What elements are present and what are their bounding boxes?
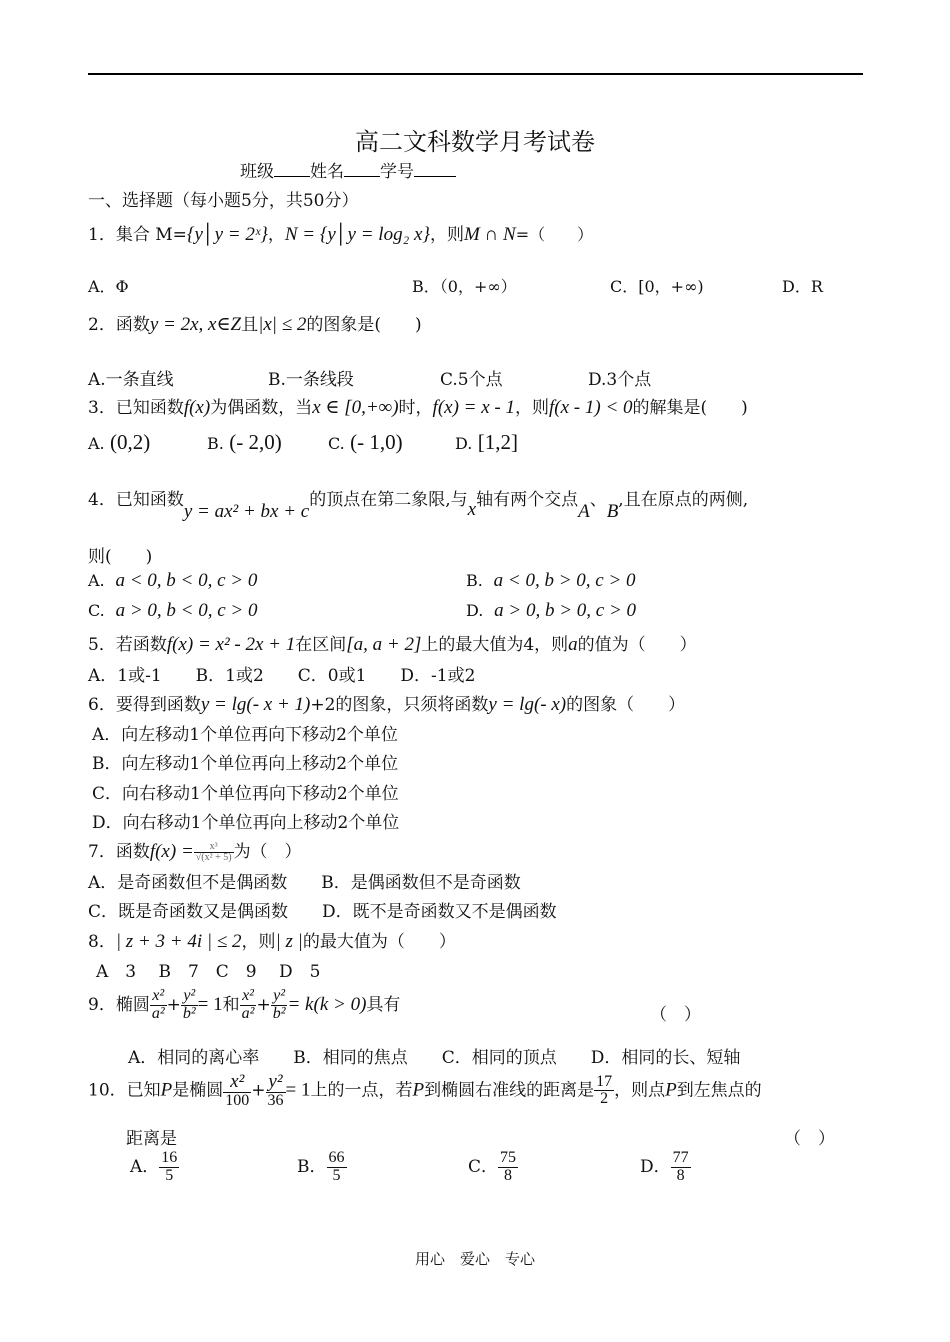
q1-stem: 1．集合 M= <box>88 225 187 245</box>
question-8: 8．| z + 3 + 4i | ≤ 2，则| z |的最大值为（ ） <box>88 931 456 952</box>
q10-stem-g: 距离是 <box>126 1129 177 1149</box>
q6-option-b: B．向左移动1个单位再向上移动2个单位 <box>92 754 399 774</box>
q3-option-c: C. (- 1,0) <box>328 430 403 454</box>
top-rule <box>88 73 863 75</box>
number-blank <box>414 162 456 177</box>
class-blank <box>274 162 310 177</box>
student-info-line <box>240 157 456 182</box>
q1-set-m: {y│y = 2ˣ} <box>186 224 268 245</box>
page-title: 高二文科数学月考试卷 <box>355 128 595 156</box>
q6-option-a: A．向左移动1个单位再向下移动2个单位 <box>92 725 398 745</box>
q10-answer-paren: （ ） <box>784 1129 835 1149</box>
question-2 <box>88 310 422 336</box>
q3-stem-c: 时， <box>398 398 433 418</box>
q2-option-d: D.3个点 <box>588 370 652 390</box>
q5-options: A．1或-1 B．1或2 C．0或1 D．-1或2 <box>88 666 476 686</box>
page-footer: 用心 爱心 专心 <box>414 1250 535 1268</box>
question-6: 6．要得到函数y = lg(- x + 1)+2的图象，只须将函数y = lg(- x)的图象（ ） <box>88 694 686 715</box>
q1-sep: ， <box>267 225 285 245</box>
q4-stem-e: 则( ) <box>88 547 153 567</box>
q9-answer-paren: （ ） <box>650 1005 701 1025</box>
q1-expr: M ∩ N <box>463 224 516 245</box>
q4-option-c: C. a > 0, b < 0, c > 0 <box>88 600 258 621</box>
q2-stem: 2．函数 <box>88 315 150 335</box>
q4-stem-c: 轴有两个交点 <box>476 490 579 510</box>
q10-option-b: B． $\frac{66}{5}$ <box>297 1149 345 1184</box>
q6-expr1: y = lg(- x + 1) <box>200 694 311 715</box>
q5-interval: [a, a + 2] <box>346 634 422 655</box>
q2-cond: |x| ≤ 2 <box>258 314 307 335</box>
q1-option-c: C．[0，+∞) <box>610 277 704 296</box>
q3-ineq: f(x - 1) < 0 <box>549 397 633 418</box>
q3-stem: 3．已知函数 <box>88 398 184 418</box>
q3-fx: f(x) <box>183 397 211 418</box>
q3-tail: 的解集是( ) <box>632 398 748 418</box>
q4-stem: 4．已知函数 <box>88 490 184 510</box>
q1-option-a: A．Φ <box>88 277 129 296</box>
q4-option-d: D. a > 0, b > 0, c > 0 <box>466 600 637 621</box>
q10-option-d: D． $\frac{77}{8}$ <box>640 1149 689 1184</box>
q6-option-d: D．向右移动1个单位再向上移动2个单位 <box>92 813 400 833</box>
q7-fx: f(x) = <box>149 841 194 862</box>
q8-options: A 3 B 7 C 9 D 5 <box>96 962 321 982</box>
question-10: 10．已知P是椭圆 $\frac{\text{x²}}{100}$ + $\frac{\text{y²}}{36}$ = 1上的一点，若P到椭圆右准线的距离是 $\frac{17}{2}$ ，则点P到左焦点的 <box>88 1071 762 1109</box>
q3-def: f(x) = x - 1 <box>432 397 515 418</box>
q1-option-b: B．（0，+∞） <box>412 277 517 296</box>
q2-expr: y = 2x, x∈Z <box>149 314 242 335</box>
q4-stem-d: ,且在原点的两侧, <box>618 490 749 510</box>
section-heading: 一、选择题（每小题5分，共50分） <box>88 191 359 211</box>
q3-option-b: B. (- 2,0) <box>207 430 282 454</box>
q2-mid: 且 <box>241 315 259 335</box>
q4-option-a: A. a < 0, b < 0, c > 0 <box>88 570 258 591</box>
name-label: 姓名 <box>310 162 344 182</box>
q7-options-cd: C．既是奇函数又是偶函数 D．既不是奇函数又不是偶函数 <box>88 902 557 922</box>
q2-option-c: C.5个点 <box>440 370 503 390</box>
question-1 <box>88 220 593 246</box>
question-5: 5．若函数f(x) = x² - 2x + 1在区间[a, a + 2]上的最大值为4，则a的值为（ ） <box>88 634 697 655</box>
q2-tail: 的图象是( ) <box>306 315 422 335</box>
q1-stem-b: ，则 <box>429 225 464 245</box>
q9-options: A．相同的离心率 B．相同的焦点 C．相同的顶点 D．相同的长、短轴 <box>128 1048 741 1068</box>
q3-stem-b: 为偶函数，当 <box>210 398 313 418</box>
class-label: 班级 <box>240 162 274 182</box>
q4-stem-b: 的顶点在第二象限,与 <box>309 490 468 510</box>
q2-option-b: B.一条线段 <box>268 370 354 390</box>
q3-option-a: A. (0,2) <box>88 430 151 454</box>
q6-expr2: y = lg(- x) <box>488 694 567 715</box>
q1-tail: =（ ） <box>515 225 594 244</box>
q4-option-b: B. a < 0, b > 0, c > 0 <box>466 570 636 591</box>
q2-option-a: A.一条直线 <box>88 370 174 390</box>
q8-expr: | z + 3 + 4i | ≤ 2 <box>115 931 242 952</box>
question-3 <box>88 393 748 419</box>
q1-set-n: N = {y│y = log₂ x} <box>284 224 430 245</box>
q7-options-ab: A．是奇函数但不是偶函数 B．是偶函数但不是奇函数 <box>88 873 521 893</box>
q6-option-c: C．向右移动1个单位再向下移动2个单位 <box>92 784 399 804</box>
q3-cond: x ∈ [0,+∞) <box>312 397 399 418</box>
question-4: 4．已知函数y = ax² + bx + c的顶点在第二象限,与x轴有两个交点A、B,且在原点的两侧, <box>88 490 749 522</box>
q5-expr: f(x) = x² - 2x + 1 <box>166 634 296 655</box>
q3-stem-d: ，则 <box>515 398 549 418</box>
q10-option-a: A． $\frac{16}{5}$ <box>130 1149 178 1184</box>
number-label: 学号 <box>380 162 414 182</box>
q3-option-d: D. [1,2] <box>455 430 518 454</box>
name-blank <box>344 162 380 177</box>
question-7: 7．函数f(x) = $\frac{\text{x³}}{\text{√(x² + 5)}}$ 为（ ） <box>88 840 302 863</box>
question-9: 9．椭圆 $\frac{\text{x²}}{\text{a²}}$ + $\frac{\text{y²}}{\text{b²}}$ = 1和 $\frac{\text{x²}}{\text{a²}}$ + $\frac{\text{y²}}{\text{b²}}$ = k(k > 0)具有 <box>88 987 401 1022</box>
q10-option-c: C． $\frac{75}{8}$ <box>468 1149 517 1184</box>
q1-option-d: D．R <box>782 277 823 296</box>
q4-expr: y = ax² + bx + c <box>183 501 310 522</box>
q7-fraction: $\frac{\text{x³}}{\text{√(x² + 5)}}$ <box>195 840 232 863</box>
